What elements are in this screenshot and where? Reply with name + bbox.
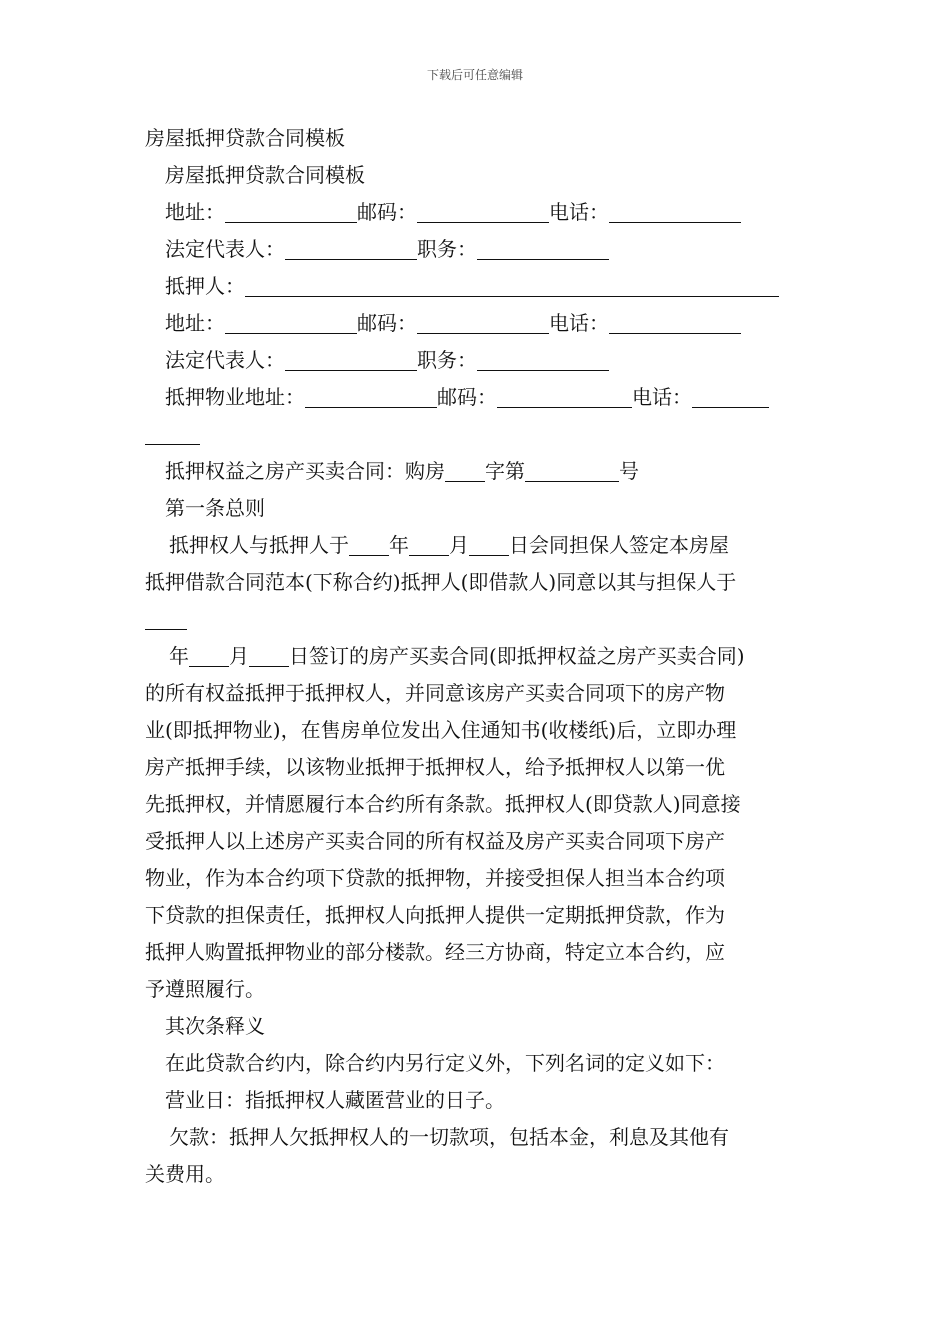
- tel-blank-wrap[interactable]: [145, 424, 200, 445]
- tel-label: 电话：: [549, 311, 609, 335]
- mortgagor-label: 抵押人：: [165, 274, 245, 298]
- paragraph-1-line-7: 房产抵押手续，以该物业抵押于抵押权人，给予抵押权人以第一优: [145, 755, 725, 779]
- text-segment: 日签订的房产买卖合同(即抵押权益之房产买卖合同): [289, 644, 745, 668]
- paragraph-1-line-2: 抵押借款合同范本(下称合约)抵押人(即借款人)同意以其与担保人于: [145, 570, 737, 594]
- tel-blank[interactable]: [692, 387, 769, 408]
- representative-label: 法定代表人：: [165, 348, 285, 372]
- paragraph-1-line-1: [145, 527, 810, 564]
- day-blank[interactable]: [249, 646, 289, 667]
- zip-blank[interactable]: [417, 313, 549, 334]
- month-blank[interactable]: [189, 646, 229, 667]
- date-blank-wrap[interactable]: [145, 609, 187, 630]
- purchase-label: 抵押权益之房产买卖合同：购房: [165, 459, 445, 483]
- purchase-number-label: 号: [619, 459, 639, 483]
- tel-blank[interactable]: [609, 313, 741, 334]
- position-blank[interactable]: [477, 350, 609, 371]
- purchase-number-blank[interactable]: [525, 461, 619, 482]
- paragraph-4-line-2: 关费用。: [145, 1162, 225, 1186]
- representative-line-1: [145, 231, 810, 268]
- purchase-word-label: 字第: [485, 459, 525, 483]
- document-title: 房屋抵押贷款合同模板: [145, 126, 345, 150]
- tel-blank-continuation: [145, 416, 810, 453]
- article-1-title: 第一条总则: [165, 496, 265, 520]
- tel-blank[interactable]: [609, 202, 741, 223]
- paragraph-1-line-11: 下贷款的担保责任，抵押权人向抵押人提供一定期抵押贷款，作为: [145, 903, 725, 927]
- text-segment: 月: [449, 533, 469, 557]
- representative-line-2: [145, 342, 810, 379]
- property-address-label: 抵押物业地址：: [165, 385, 305, 409]
- mortgagor-blank[interactable]: [245, 276, 779, 297]
- address-blank[interactable]: [225, 313, 357, 334]
- position-label: 职务：: [417, 348, 477, 372]
- text-segment: 抵押权人与抵押人于: [169, 533, 349, 557]
- year-blank[interactable]: [349, 535, 389, 556]
- paragraph-1-line-3: [145, 601, 810, 638]
- paragraph-1-line-6: 业(即抵押物业)，在售房单位发出入住通知书(收楼纸)后，立即办理: [145, 718, 737, 742]
- day-blank[interactable]: [469, 535, 509, 556]
- representative-blank[interactable]: [285, 350, 417, 371]
- paragraph-1-line-8: 先抵押权，并情愿履行本合约所有条款。抵押权人(即贷款人)同意接: [145, 792, 741, 816]
- paragraph-1-line-9: 受抵押人以上述房产买卖合同的所有权益及房产买卖合同项下房产: [145, 829, 725, 853]
- representative-blank[interactable]: [285, 239, 417, 260]
- paragraph-1-line-13: 予遵照履行。: [145, 977, 265, 1001]
- paragraph-3: 营业日：指抵押权人藏匿营业的日子。: [165, 1088, 505, 1112]
- address-line-2: [145, 305, 810, 342]
- paragraph-1-line-4: [145, 638, 810, 675]
- paragraph-1-line-12: 抵押人购置抵押物业的部分楼款。经三方协商，特定立本合约，应: [145, 940, 725, 964]
- mortgagor-line: [145, 268, 810, 305]
- position-label: 职务：: [417, 237, 477, 261]
- address-blank[interactable]: [225, 202, 357, 223]
- zip-blank[interactable]: [497, 387, 632, 408]
- purchase-word-blank[interactable]: [445, 461, 485, 482]
- address-label: 地址：: [165, 200, 225, 224]
- purchase-contract-line: [145, 453, 810, 490]
- paragraph-2: 在此贷款合约内，除合约内另行定义外，下列名词的定义如下：: [165, 1051, 725, 1075]
- position-blank[interactable]: [477, 239, 609, 260]
- text-segment: 年: [169, 644, 189, 668]
- tel-label: 电话：: [632, 385, 692, 409]
- document-body: [145, 120, 810, 1193]
- zip-label: 邮码：: [357, 311, 417, 335]
- paragraph-1-line-10: 物业，作为本合约项下贷款的抵押物，并接受担保人担当本合约项: [145, 866, 725, 890]
- zip-blank[interactable]: [417, 202, 549, 223]
- representative-label: 法定代表人：: [165, 237, 285, 261]
- property-address-blank[interactable]: [305, 387, 437, 408]
- page-header-note: 下载后可任意编辑: [426, 68, 523, 82]
- paragraph-1-line-5: 的所有权益抵押于抵押权人，并同意该房产买卖合同项下的房产物: [145, 681, 725, 705]
- address-line-1: [145, 194, 810, 231]
- document-subtitle: 房屋抵押贷款合同模板: [165, 163, 365, 187]
- tel-label: 电话：: [549, 200, 609, 224]
- text-segment: 年: [389, 533, 409, 557]
- article-2-title: 其次条释义: [165, 1014, 265, 1038]
- zip-label: 邮码：: [357, 200, 417, 224]
- text-segment: 日会同担保人签定本房屋: [509, 533, 729, 557]
- zip-label: 邮码：: [437, 385, 497, 409]
- month-blank[interactable]: [409, 535, 449, 556]
- address-label: 地址：: [165, 311, 225, 335]
- property-address-line: [145, 379, 810, 416]
- text-segment: 月: [229, 644, 249, 668]
- paragraph-4-line-1: 欠款：抵押人欠抵押权人的一切款项，包括本金，利息及其他有: [169, 1125, 729, 1149]
